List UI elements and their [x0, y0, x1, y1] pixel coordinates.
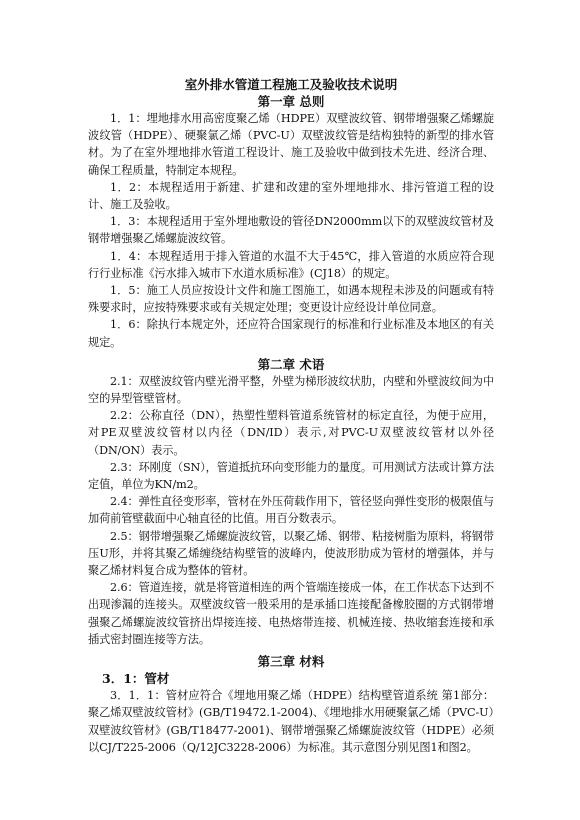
paragraph-2-5: 2.5：钢带增强聚乙烯螺旋波纹管，以聚乙烯、钢带、粘接树脂为原料，将钢带压U形，并将其聚乙烯缠绕结构壁管的波峰内，使波形肋成为管材的增强体，并与聚乙烯材料复合成为整体的管材。	[88, 529, 494, 578]
chapter-3-heading: 第三章 材料	[257, 654, 325, 670]
paragraph-3-1-1: 3．1．1：管材应符合《埋地用聚乙烯（HDPE）结构壁管道系统 第1部分：聚乙烯双壁波纹管材》(GB/T19472.1-2004)、《埋地排水用硬聚氯乙烯（PVC-U）双壁波纹管材》(GB/T18477-2001)、钢带增强聚乙烯螺旋波纹管（HDPE）必须以CJ/T225-2006（Q/12JC3228-2006）为标准。其示意图分别见图1和图2。	[88, 689, 494, 754]
chapter-2-heading: 第二章 术语	[257, 356, 325, 372]
paragraph-1-1: 1．1：埋地排水用高密度聚乙烯（HDPE）双壁波纹管、钢带增强聚乙烯螺旋波纹管（HDPE）、硬聚氯乙烯（PVC-U）双壁波纹管是结构独特的新型的排水管材。为了在室外埋地排水管道工程设计、施工及验收中做到技术先进、经济合理、确保工程质量，特制定本规程。	[88, 112, 494, 177]
paragraph-1-4: 1．4：本规程适用于排入管道的水温不大于45℃，排入管道的水质应符合现行行业标准《污水排入城市下水道水质标准》(CJ18）的规定。	[88, 249, 494, 280]
paragraph-1-3: 1．3：本规程适用于室外埋地敷设的管径DN2000mm以下的双壁波纹管材及钢带增强聚乙烯螺旋波纹管。	[88, 215, 494, 246]
paragraph-2-2: 2.2：公称直径（DN），热塑性塑料管道系统管材的标定直径，为便于应用，对PE双壁波纹管材以内径（DN/ID）表示,对PVC-U双壁波纹管材以外径（DN/ON）表示。	[88, 409, 494, 457]
document-title: 室外排水管道工程施工及验收技术说明	[184, 77, 398, 92]
paragraph-1-2: 1．2：本规程适用于新建、扩建和改建的室外埋地排水、排污管道工程的设计、施工及验收。	[88, 180, 494, 212]
chapter-1-heading: 第一章 总则	[257, 94, 325, 109]
paragraph-1-5: 1．5：施工人员应按设计文件和施工图施工，如遇本规程未涉及的问题或有特殊要求时，应按特殊要求或有关规定处理；变更设计应经设计单位同意。	[88, 284, 494, 315]
paragraph-2-6: 2.6：管道连接，就是将管道相连的两个管端连接成一体，在工作状态下达到不出现渗漏的连接头。双壁波纹管一般采用的是承插口连接配备橡胶圈的方式钢带增强聚乙烯螺旋波纹管挤出焊接连接、电热熔带连接、机械连接、热收缩套连接和承插式密封圈连接等方法。	[88, 581, 494, 646]
paragraph-2-1: 2.1：双壁波纹管内壁光滑平整，外壁为梯形波纹状肋，内壁和外壁波纹间为中空的异型管壁管材。	[88, 374, 494, 406]
paragraph-2-4: 2.4：弹性直径变形率，管材在外压荷载作用下，管径竖向弹性变形的极限值与加荷前管壁截面中心轴直径的比值。用百分数表示。	[88, 495, 494, 526]
paragraph-1-6: 1．6：除执行本规定外，还应符合国家现行的标准和行业标准及本地区的有关规定。	[88, 318, 494, 349]
section-3-1-heading: 3．1：管材	[102, 671, 170, 687]
paragraph-2-3: 2.3：环刚度（SN），管道抵抗环向变形能力的量度。可用测试方法或计算方法定值，单位为KN/m2。	[88, 460, 494, 492]
